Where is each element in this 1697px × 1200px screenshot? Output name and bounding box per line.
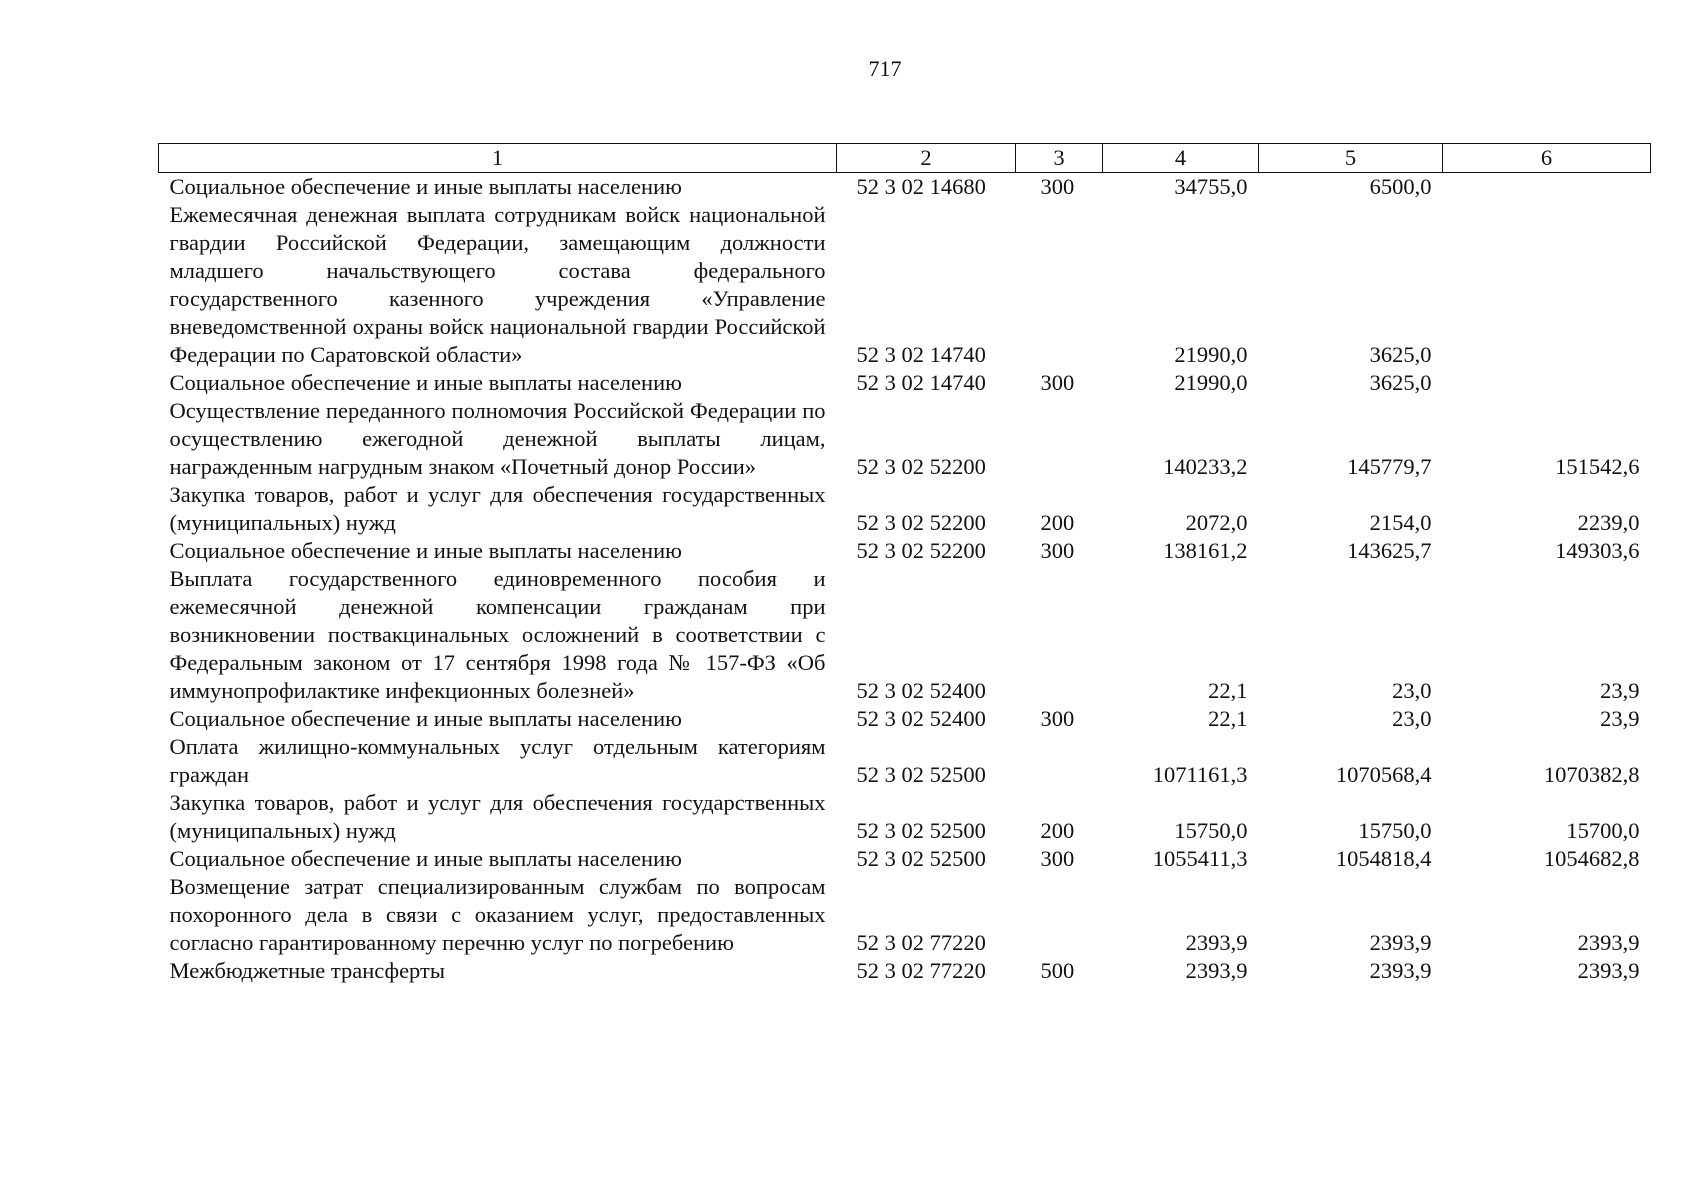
table-row	[159, 173, 1651, 202]
row-code: 52 3 02 52500	[856, 762, 986, 787]
row-amount-3: 15700,0	[1566, 818, 1640, 843]
row-expense-type	[1016, 733, 1103, 789]
row-code: 52 3 02 52200	[856, 454, 986, 479]
row-amount-2: 2393,9	[1369, 958, 1432, 983]
column-header-3: 3	[1016, 144, 1103, 173]
column-header-4: 4	[1103, 144, 1259, 173]
row-expense-type: 300	[1040, 370, 1075, 395]
row-amount-3	[1443, 369, 1651, 397]
row-amount-2: 3625,0	[1369, 370, 1432, 395]
row-amount-2: 23,0	[1392, 678, 1432, 703]
row-name: Осуществление переданного полномочия Российской Федерации по осуществлению ежегодной денежной выплаты лицам, награжденным нагрудным знаком «Почетный донор России»	[169, 398, 826, 479]
row-code: 52 3 02 52200	[856, 510, 986, 535]
row-code: 52 3 02 52400	[856, 678, 986, 703]
table-row	[159, 537, 1651, 565]
row-amount-2: 145779,7	[1347, 454, 1432, 479]
table-row	[159, 733, 1651, 789]
row-amount-1: 22,1	[1208, 706, 1248, 731]
row-expense-type: 300	[1040, 174, 1075, 199]
row-expense-type	[1016, 565, 1103, 705]
row-amount-2: 15750,0	[1358, 818, 1432, 843]
row-name: Социальное обеспечение и иные выплаты населению	[169, 538, 682, 563]
row-amount-1: 2393,9	[1185, 930, 1248, 955]
table-row	[159, 957, 1651, 985]
row-amount-1: 1071161,3	[1152, 762, 1248, 787]
row-amount-1: 140233,2	[1163, 454, 1248, 479]
row-code: 52 3 02 52200	[856, 538, 986, 563]
row-expense-type: 500	[1040, 958, 1075, 983]
table-row	[159, 789, 1651, 845]
row-amount-1: 22,1	[1208, 678, 1248, 703]
row-amount-3: 2239,0	[1577, 510, 1640, 535]
row-name: Ежемесячная денежная выплата сотрудникам войск национальной гвардии Российской Федерации, замещающим должности младшего начальствующего состава федерального государственного казенного учреждения «Управление вневедомственной охраны войск национальной гвардии Российской Федерации по Саратовской области»	[169, 202, 826, 367]
table-row	[159, 705, 1651, 733]
row-name: Социальное обеспечение и иные выплаты населению	[169, 846, 682, 871]
row-name: Оплата жилищно-коммунальных услуг отдельным категориям граждан	[169, 734, 826, 787]
row-code: 52 3 02 52500	[856, 846, 986, 871]
budget-table	[158, 143, 1651, 985]
row-expense-type	[1016, 873, 1103, 957]
row-code: 52 3 02 14740	[856, 342, 986, 367]
row-expense-type: 200	[1040, 818, 1075, 843]
row-amount-3: 2393,9	[1577, 958, 1640, 983]
row-amount-3: 151542,6	[1555, 454, 1640, 479]
row-name: Межбюджетные трансферты	[169, 958, 445, 983]
column-header-2: 2	[837, 144, 1016, 173]
table-row	[159, 369, 1651, 397]
row-name: Социальное обеспечение и иные выплаты населению	[169, 370, 682, 395]
row-amount-2: 23,0	[1392, 706, 1432, 731]
row-amount-2: 143625,7	[1347, 538, 1432, 563]
column-header-6: 6	[1443, 144, 1651, 173]
row-amount-3	[1443, 173, 1651, 202]
row-amount-1: 2072,0	[1185, 510, 1248, 535]
row-amount-3	[1443, 201, 1651, 369]
row-amount-2: 2154,0	[1369, 510, 1432, 535]
row-name: Выплата государственного единовременного пособия и ежемесячной денежной компенсации гражданам при возникновении поствакцинальных осложнений в соответствии с Федеральным законом от 17 сентября 1998 года № 157-ФЗ «Об иммунопрофилактике инфекционных болезней»	[169, 566, 826, 703]
row-code: 52 3 02 14740	[856, 370, 986, 395]
row-expense-type	[1016, 397, 1103, 481]
table-row	[159, 201, 1651, 369]
row-name: Возмещение затрат специализированным службам по вопросам похоронного дела в связи с оказанием услуг, предоставленных согласно гарантированному перечню услуг по погребению	[169, 874, 826, 955]
row-amount-2: 1054818,4	[1335, 846, 1432, 871]
row-expense-type	[1016, 201, 1103, 369]
column-header-5: 5	[1259, 144, 1443, 173]
row-amount-3: 149303,6	[1555, 538, 1640, 563]
row-amount-2: 2393,9	[1369, 930, 1432, 955]
table-row	[159, 845, 1651, 873]
row-amount-1: 15750,0	[1174, 818, 1248, 843]
row-amount-1: 1055411,3	[1152, 846, 1248, 871]
row-amount-1: 138161,2	[1163, 538, 1248, 563]
row-code: 52 3 02 52400	[856, 706, 986, 731]
row-amount-1: 34755,0	[1174, 174, 1248, 199]
row-amount-1: 21990,0	[1174, 342, 1248, 367]
row-name: Социальное обеспечение и иные выплаты населению	[169, 174, 682, 199]
table-row	[159, 565, 1651, 705]
row-amount-3: 2393,9	[1577, 930, 1640, 955]
row-amount-1: 2393,9	[1185, 958, 1248, 983]
table-row	[159, 873, 1651, 957]
row-code: 52 3 02 52500	[856, 818, 986, 843]
row-expense-type: 300	[1040, 706, 1075, 731]
row-expense-type: 300	[1040, 846, 1075, 871]
table-row	[159, 481, 1651, 537]
row-amount-2: 1070568,4	[1335, 762, 1432, 787]
page-number: 717	[868, 56, 902, 81]
row-amount-1: 21990,0	[1174, 370, 1248, 395]
row-code: 52 3 02 14680	[856, 174, 986, 199]
row-amount-3: 23,9	[1600, 678, 1640, 703]
table-row	[159, 397, 1651, 481]
row-code: 52 3 02 77220	[856, 930, 986, 955]
table-header-row	[159, 144, 1651, 173]
row-expense-type: 300	[1040, 538, 1075, 563]
row-name: Закупка товаров, работ и услуг для обеспечения государственных (муниципальных) нужд	[169, 790, 826, 843]
column-header-1: 1	[159, 144, 837, 173]
row-amount-2: 3625,0	[1369, 342, 1432, 367]
row-code: 52 3 02 77220	[856, 958, 986, 983]
row-amount-3: 23,9	[1600, 706, 1640, 731]
row-amount-2: 6500,0	[1369, 174, 1432, 199]
row-amount-3: 1070382,8	[1543, 762, 1640, 787]
row-name: Социальное обеспечение и иные выплаты населению	[169, 706, 682, 731]
row-name: Закупка товаров, работ и услуг для обеспечения государственных (муниципальных) нужд	[169, 482, 826, 535]
row-amount-3: 1054682,8	[1543, 846, 1640, 871]
row-expense-type: 200	[1040, 510, 1075, 535]
